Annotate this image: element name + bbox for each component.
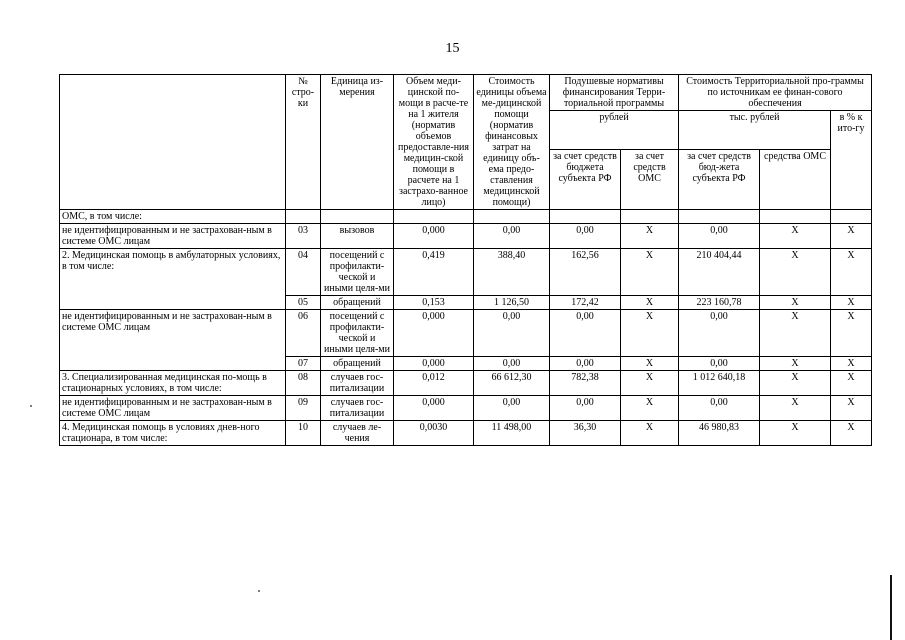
row-number: 10: [286, 421, 321, 446]
scan-speck: [258, 590, 260, 592]
row-pct: [831, 210, 872, 224]
header-empty-cell: [60, 75, 286, 210]
row-label: 3. Специализированная медицинская по-мощь в стационарных условиях, в том числе:: [60, 371, 286, 396]
row-label: не идентифицированным и не застрахован-ным в системе ОМС лицам: [60, 396, 286, 421]
row-label: 4. Медицинская помощь в условиях днев-ного стационара, в том числе:: [60, 421, 286, 446]
row-cost: 0,00: [474, 224, 550, 249]
row-cp-oms: X: [760, 371, 831, 396]
row-cost: [474, 210, 550, 224]
header-percent: в % к ито-гу: [831, 111, 872, 210]
row-pc-oms: X: [621, 224, 679, 249]
row-cp-budget: 1 012 640,18: [679, 371, 760, 396]
row-volume: 0,000: [394, 310, 474, 357]
table-row: [60, 396, 872, 421]
row-pc-oms: X: [621, 396, 679, 421]
row-pc-budget: 172,42: [550, 296, 621, 310]
scan-speck: [30, 405, 32, 407]
row-number: 05: [286, 296, 321, 310]
row-cp-oms: X: [760, 357, 831, 371]
row-pct: X: [831, 396, 872, 421]
row-pct: X: [831, 421, 872, 446]
row-pc-oms: [621, 210, 679, 224]
header-per-capita: Подушевые нормативы финансирования Терри-ториальной программы: [550, 75, 679, 111]
row-volume: 0,000: [394, 396, 474, 421]
row-pc-oms: X: [621, 249, 679, 296]
header-volume: Объем меди-цинской по-мощи в расче-те на 1 жителя (норматив объемов предоставле-ния медицин-ской помощи в расчете на 1 застрахо-ванное лицо): [394, 75, 474, 210]
table-row: [60, 310, 872, 357]
row-unit: случаев ле-чения: [321, 421, 394, 446]
row-volume: [394, 210, 474, 224]
page-number: 15: [445, 41, 460, 56]
row-pc-oms: X: [621, 421, 679, 446]
row-cp-budget: 210 404,44: [679, 249, 760, 296]
row-pc-budget: [550, 210, 621, 224]
row-cost: 1 126,50: [474, 296, 550, 310]
row-volume: 0,153: [394, 296, 474, 310]
row-cp-budget: 0,00: [679, 224, 760, 249]
header-per-capita-unit: рублей: [550, 111, 679, 150]
header-cp-oms: средства ОМС: [760, 149, 831, 210]
header-cp-budget: за счет средств бюд-жета субъекта РФ: [679, 149, 760, 210]
row-number: 08: [286, 371, 321, 396]
row-cp-budget: [679, 210, 760, 224]
row-volume: 0,000: [394, 224, 474, 249]
row-cp-oms: X: [760, 224, 831, 249]
header-unit: Единица из-мерения: [321, 75, 394, 210]
row-pct: X: [831, 296, 872, 310]
row-label: ОМС, в том числе:: [60, 210, 286, 224]
row-pc-budget: 0,00: [550, 396, 621, 421]
row-cost: 0,00: [474, 310, 550, 357]
row-pct: X: [831, 224, 872, 249]
row-label: не идентифицированным и не застрахован-ным в системе ОМС лицам: [60, 310, 286, 371]
row-unit: случаев гос-питализации: [321, 371, 394, 396]
row-pc-oms: X: [621, 310, 679, 357]
row-label: не идентифицированным и не застрахован-ным в системе ОМС лицам: [60, 224, 286, 249]
row-unit: посещений с профилакти-ческой и иными целя-ми: [321, 249, 394, 296]
row-volume: 0,000: [394, 357, 474, 371]
row-volume: 0,419: [394, 249, 474, 296]
row-cp-oms: [760, 210, 831, 224]
row-unit: [321, 210, 394, 224]
header-pc-budget: за счет средств бюджета субъекта РФ: [550, 149, 621, 210]
row-cp-oms: X: [760, 421, 831, 446]
row-pct: X: [831, 249, 872, 296]
header-pc-oms: за счет средств ОМС: [621, 149, 679, 210]
table-row: [60, 210, 872, 224]
row-number: 06: [286, 310, 321, 357]
row-pc-oms: X: [621, 357, 679, 371]
row-cost: 11 498,00: [474, 421, 550, 446]
row-pc-budget: 0,00: [550, 357, 621, 371]
row-unit: вызовов: [321, 224, 394, 249]
row-pc-budget: 0,00: [550, 310, 621, 357]
row-cp-oms: X: [760, 296, 831, 310]
row-cost: 66 612,30: [474, 371, 550, 396]
row-cp-budget: 0,00: [679, 396, 760, 421]
row-pc-budget: 36,30: [550, 421, 621, 446]
row-label: 2. Медицинская помощь в амбулаторных условиях, в том числе:: [60, 249, 286, 310]
row-unit: обращений: [321, 296, 394, 310]
row-unit: посещений с профилакти-ческой и иными целя-ми: [321, 310, 394, 357]
row-cp-budget: 223 160,78: [679, 296, 760, 310]
table-row: [60, 249, 872, 296]
header-program-cost-unit: тыс. рублей: [679, 111, 831, 150]
row-cp-budget: 46 980,83: [679, 421, 760, 446]
header-row-number: № стро-ки: [286, 75, 321, 210]
row-pc-budget: 0,00: [550, 224, 621, 249]
row-pct: X: [831, 310, 872, 357]
table-row: [60, 371, 872, 396]
row-number: 04: [286, 249, 321, 296]
row-pct: X: [831, 357, 872, 371]
row-number: [286, 210, 321, 224]
row-cost: 388,40: [474, 249, 550, 296]
row-volume: 0,012: [394, 371, 474, 396]
table-row: [60, 421, 872, 446]
row-cp-budget: 0,00: [679, 357, 760, 371]
row-volume: 0,0030: [394, 421, 474, 446]
row-number: 09: [286, 396, 321, 421]
row-pc-budget: 782,38: [550, 371, 621, 396]
row-cost: 0,00: [474, 357, 550, 371]
row-pc-budget: 162,56: [550, 249, 621, 296]
row-cp-oms: X: [760, 249, 831, 296]
row-pc-oms: X: [621, 371, 679, 396]
financing-table: [59, 74, 872, 446]
row-pct: X: [831, 371, 872, 396]
row-cp-oms: X: [760, 310, 831, 357]
header-unit-cost: Стоимость единицы объема ме-дицинской помощи (норматив финансовых затрат на единицу объ-ема предо-ставления медицинской помощи): [474, 75, 550, 210]
scan-edge-line: [890, 575, 892, 640]
row-unit: случаев гос-питализации: [321, 396, 394, 421]
row-pc-oms: X: [621, 296, 679, 310]
row-cp-oms: X: [760, 396, 831, 421]
table-row: [60, 224, 872, 249]
row-number: 07: [286, 357, 321, 371]
row-cp-budget: 0,00: [679, 310, 760, 357]
row-unit: обращений: [321, 357, 394, 371]
header-program-cost: Стоимость Территориальной про-граммы по источникам ее финан-сового обеспечения: [679, 75, 872, 111]
row-number: 03: [286, 224, 321, 249]
row-cost: 0,00: [474, 396, 550, 421]
